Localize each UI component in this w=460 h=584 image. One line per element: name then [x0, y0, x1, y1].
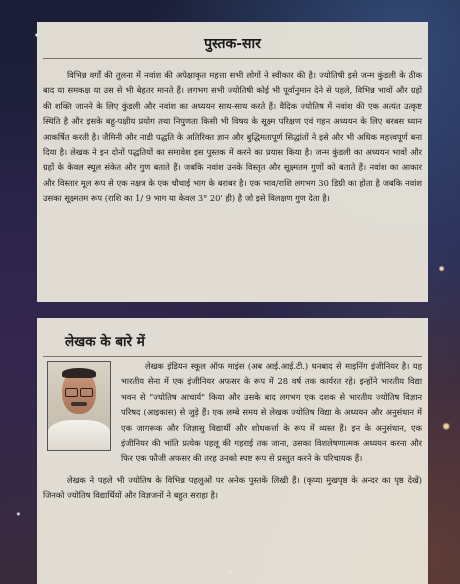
about-author-title: लेखक के बारे में	[65, 334, 145, 350]
title-divider	[43, 58, 422, 59]
book-summary-panel	[37, 22, 428, 302]
author-photo	[47, 361, 111, 451]
about-author-body	[43, 359, 422, 504]
author-books-paragraph: लेखक ने पहले भी ज्योतिष के विभिन्न पहलुओं पर अनेक पुस्तकें लिखी हैं। (कृप्या मुखपृष्ठ के अन्दर का पृष्ठ देखें) जिनको ज्योतिष विद्यार्थियों और विज्ञजनों ने बहुत सराहा है।	[43, 474, 422, 501]
title-divider	[43, 356, 422, 357]
about-author-panel	[37, 318, 428, 584]
book-summary-title: पुस्तक-सार	[204, 36, 261, 52]
book-summary-body	[43, 68, 422, 207]
book-summary-paragraph: विभिन्न वर्गों की तुलना में नवांश की अपेक्षाकृत महत्ता सभी लोगों ने स्वीकार की है। ज्योतिषी इसे जन्म कुंडली के ठीक बाद या समकक्ष या उस से भी बेहतर मानते हैं। लगभग सभी ज्योतिषी कोई भी पूर्वानुमान देने से पहले, विभिन्न भावों और ग्रहों की शक्ति जानने के लिए कुंडली और नवांश का अध्ययन साथ-साथ करते हैं। वैदिक ज्योतिष में नवांश की एक अत्यंत उत्कृष्ट स्थिति है और इसके बहु-पक्षीय प्रयोग तथा निपुणता किसी भी विषय के सूक्ष्म परिक्षण एवं गहन अध्ययन के लिए बरबस ध्यान आकर्षित करती है। जैमिनी और नाडी पद्धति के अतिरिक्त ज्ञान और बुद्धिमतापूर्ण सिद्धांतों ने इसे और भी अधिक महत्त्वपूर्ण बना दिया है। लेखक ने इन दोनों पद्धतियों का समावेश इस पुस्तक में करने का प्रयास किया है। जन्म कुंडली का अध्ययन भावों और ग्रहों के केवल स्थूल संकेत और गुण बताते हैं। जबकि नवांश उनके विस्तृत और सूक्ष्मतम गुणों को बताते हैं। नवांश का आकार और विस्तार मूल रूप से एक नक्षत्र के एक चौथाई भाग के बराबर है। एक भाव/राशि लगभग 30 डिग्री का होता है जबकि नवांश उसका सूक्ष्मतम रूप (राशि का 1/ 9 भाग या केवल 3° 20' ही) है जो इसे विलक्षण गुण देता है।	[43, 70, 422, 204]
author-bio-paragraph: लेखक इंडियन स्कूल ऑफ माइंस (अब आई.आई.टी.) धनबाद से माइनिंग इंजीनियर है। यह भारतीय सेना में एक इंजीनियर अफसर के रूप में 28 वर्ष तक कार्यरत रहे। इन्होंने भारतीय विद्या भवन से "ज्योतिष आचार्य" किया और उसके बाद लगभग एक दशक से भारतीय ज्योतिष विज्ञान परिषद (आइकास) से जुड़े हैं। एक लम्बे समय से लेखक ज्योतिष विद्या के अध्ययन और अनुसंधान में एक जागरूक और जिज्ञासु विद्यार्थी और शोधकर्त्ता के रूप में व्यस्त हैं। इन के अनुसंधान, एक इंजीनियर की भांति प्रत्येक पहलू की गहराई तक जाना, उसका विशलेषणात्मक अध्ययन करना और फिर एक फौजी अफसर की तरह उनको स्पष्ट रूप से प्रस्तुत करने के परिचायक हैं।	[121, 361, 422, 464]
